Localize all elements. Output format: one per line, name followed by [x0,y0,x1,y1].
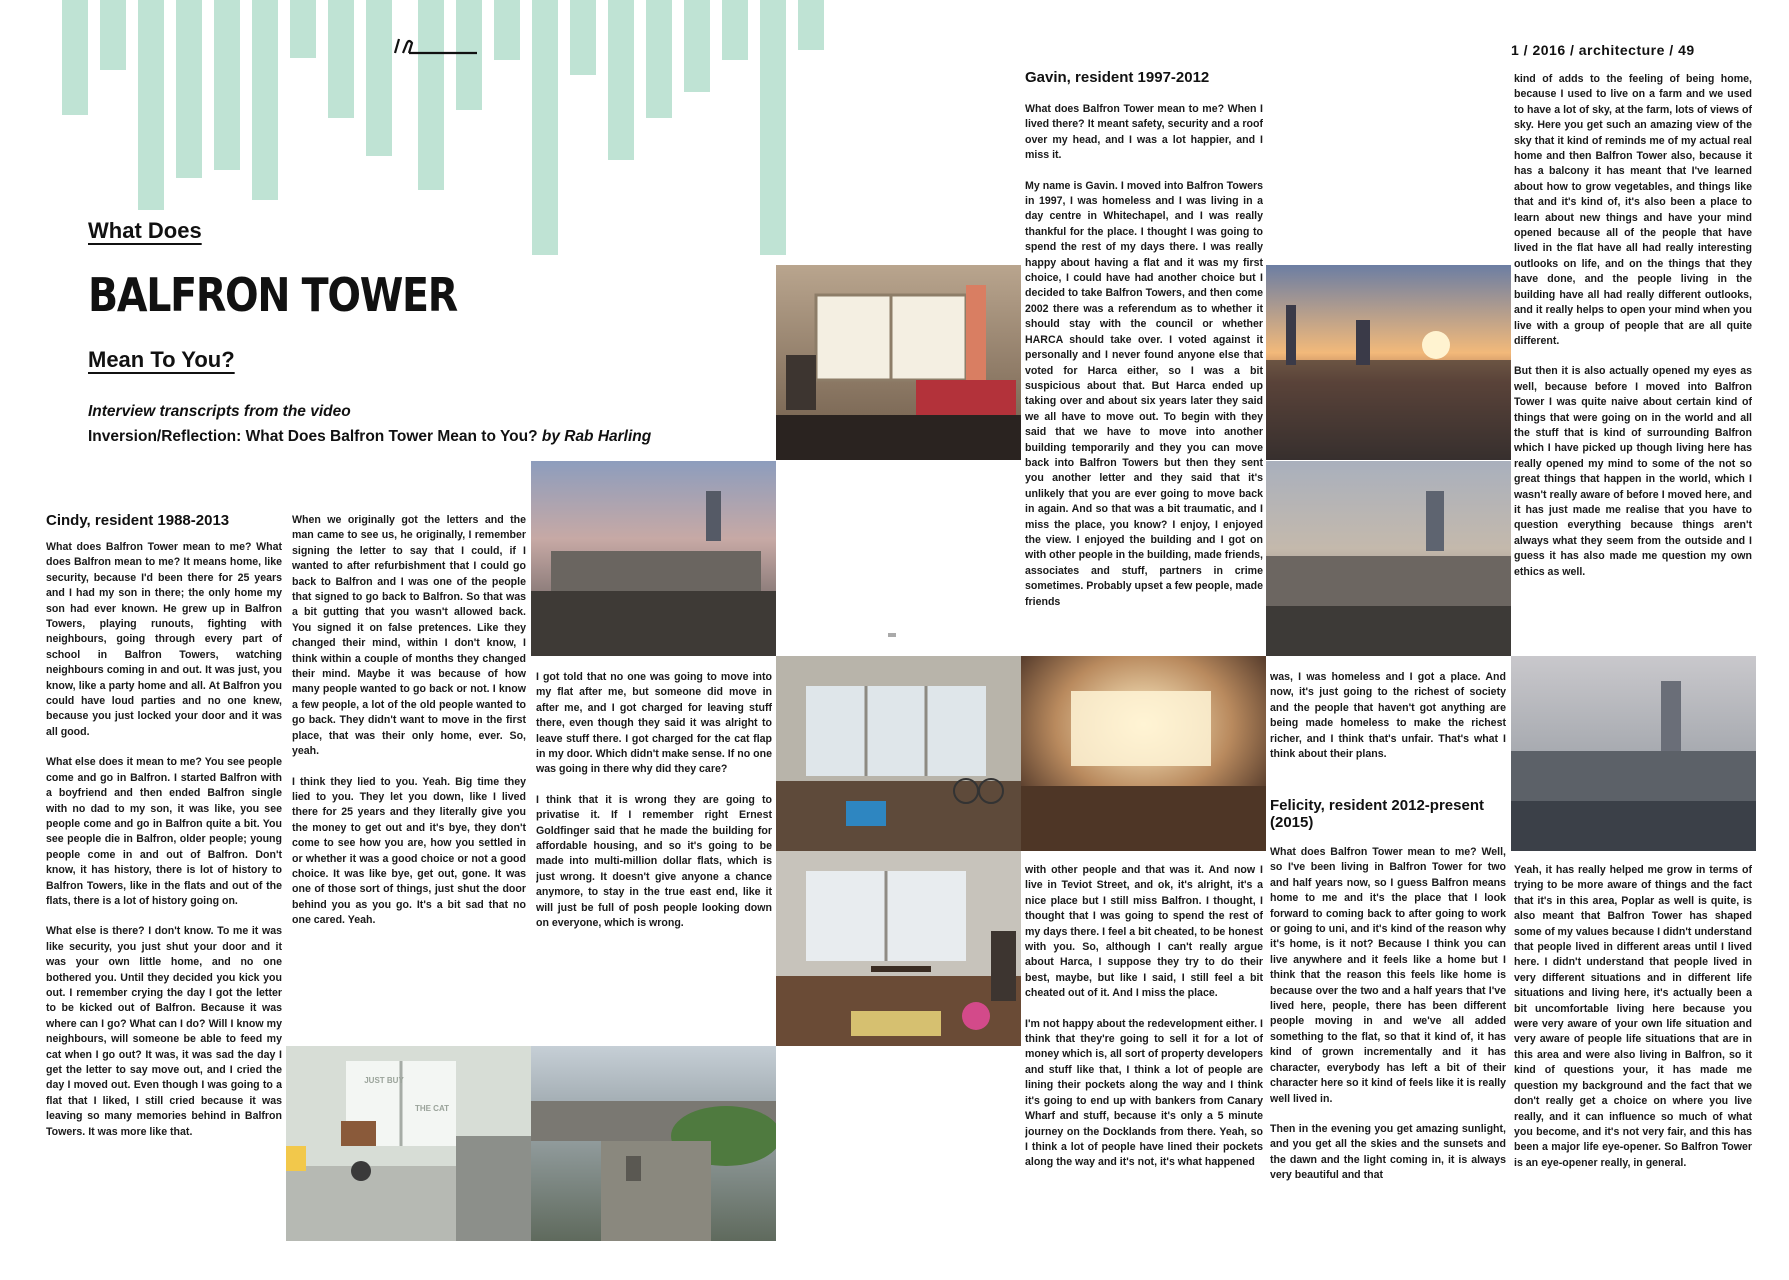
gavin-para: My name is Gavin. I moved into Balfron Towers in 1997, I was homeless and I was living in a day centre in Whitechapel, and I was really thankful for the place. I thought I was going to spend the rest of my days there. I was really happy about having a flat and it was my first choice, I could have had another choice but I decided to take Balfron Towers, and then come 2002 there was a referendum as to whether it should stay with the council or whether HARCA should take over. I voted against it personally and I never found anyone else that voted for Harca either, so I was a bit suspicious about that. But Harca ended up taking over and about six years later they said we all have to move out. To begin with they said that we have to move into another building temporarily and they you can move back into Balfron Towers but then they sent you another letter and they said that it's unlikely that you are ever going to move back in again. And so that was a bit traumatic, and I miss the place, you know? I enjoy, I enjoyed the view. I enjoyed the building and I got on with other people in the building, made friends, associates and stuff, partners in crime sometimes. Probably upset a few people, made friends [1025,179,1263,608]
gavin-para: with other people and that was it. And now I live in Teviot Street, and ok, it's alright, it's a nice place but I still miss Balfron. I thought, I thought that I was going to spend the rest of my days there. I feel a bit cheated, to be honest with you. So, although I can't really argue about Harca, I suppose they try to do their best, maybe, but like I said, I still feel a bit cheated out of it. And I miss the place. [1025,864,1263,1000]
cindy-column-3 [536,670,772,975]
gavin-para: I'm not happy about the redevelopment either. I think that they're going to sell it for a lot of money which is, all sort of property developers and stuff like that, I think a lot of people are lining their pockets along the way and I think it's going to end up with bankers from Canary Wharf and stuff, because it's only a 5 minute journey on the Docklands from there. Yeah, so I think a lot of people have lined their pockets along the way and it's not, it's what happened [1025,1017,1263,1169]
subtitle-line-1: Interview transcripts from the video [88,403,351,420]
gavin-heading: Gavin, resident 1997-2012 [1025,69,1210,86]
cindy-para: What does Balfron Tower mean to me? What does Balfron mean to me? It means home, like security, because I'd been there for 25 years and I had my son in there; the only home my son had ever known. He grew up in Balfron Towers, playing runouts, fighting with neighbours, going through every part of school in Balfron Towers, watching neighbours coming in and out. It was just, you know, like a party home and all. At Balfron you could have loud parties and no one knew, because you just locked your door and it was all good. [46,541,282,738]
title-line-1: What Does [88,218,202,243]
felicity-column-bottom-right [1514,863,1752,1213]
cindy-para: What else is there? I don't know. To me it was like security, you just shut your door and it was your own little home, and no one bothered you. Until they decided you kick you out. I remember crying the day I got the letter to be kicked out of Balfron. Because it was where can I go? What can I do? Will I know my neighbours, will someone be able to feed my cat when I go out? It was, it was sad the day I get the letter to say move out, and I cried the day I moved out. Even though I was going to a flat that I liked, I still cried because it was leaving so many memories behind in Balfron Towers. It was more like that. [46,925,282,1138]
photo-sunset-view [1266,265,1511,460]
gavin-para: What does Balfron Tower mean to me? When I lived there? It meant safety, security and a roof over my head, and I was a lot happier, and I miss it. [1025,103,1263,162]
cindy-para: I think they lied to you. Yeah. Big time they lied to you. They let you down, like I lived there for 25 years and they literally give you the money to get out and it's bye, they don't come to see how you are, how you settled in or whether it was a good choice or not a good choice. It was like bye, get out, gone. It was one of those sort of things, just shut the door behind you as you go. It's a bit sad that no one cared. Yeah. [292,775,526,927]
photo-estate-view-2 [1266,461,1511,656]
cindy-heading: Cindy, resident 1988-2013 [46,512,230,529]
subtitle-line-2: Inversion/Reflection: What Does Balfron Tower Mean to You? by Rab Harling [88,428,652,445]
felicity-para: kind of adds to the feeling of being home, because I used to live on a farm and we used to have a lot of sky, at the farm, lots of views of sky. Here you get such an amazing view of the sky that it kind of reminds me of my actual real home and then Balfron Tower also, because it has a balcony it has meant that I've learned about how to grow vegetables, and things like that and it's kind of, it's also been a place to learn about new things and have your mind opened because all of the people that have lived in the flat have all had really interesting outlooks on life, and on the things that they have done, and the people living in the building have all had really different outlooks, and it really helps to open your mind when you live with a group of people that are all quite different. [1514,73,1752,347]
title-line-3: Mean To You? [88,347,235,372]
gutter-mark [888,633,896,637]
running-head: 1 / 2016 / architecture / 49 [1511,42,1695,58]
felicity-para: But then it is also actually opened my eyes as well, because before I moved into Balfron Tower I was quite naive about certain kind of things that were going on in the world and all the stuff that is kind of surrounding Balfron which I have picked up though living here has really opened my mind to some of the not so great things that happen in the world, which I wasn't really aware of before I moved here, and it has just made me realise that you have to question everything because things aren't always what they seem from the outside and I guess it has also made me question my own ethics as well. [1514,365,1752,578]
cindy-para: I think that it is wrong they are going to privatise it. If I remember right Ernest Goldfinger said that he made the building for affordable housing, and so it's going to be made into multi-million dollar flats, which is just wrong. It doesn't give anyone a chance anymore, to stay in the true east end, like it will just be full of posh people looking down on everyone, which is wrong. [536,793,772,930]
photo-kitchen [286,1046,531,1241]
magazine-logo [393,35,483,57]
felicity-para: What does Balfron Tower mean to me? Well, so I've been living in Balfron Tower for two and half years now, so I guess Balfron means home to me and it's the place that I look forward to coming back to after going to work or going to uni, and it's kind of the reason why it's home, is it not? Because I think you can live anywhere and it feels like a home but I think that the reason this feels like home is because over the two and a half years that I've lived here, people, there has been different people moving in and we've all added something to the flat, so that it kind of, it has kind of grown incrementally and it has character, everybody has left a bit of their character here so it kind of feels like it is really well lived in. [1270,846,1506,1105]
page-title: BALFRON TOWER [88,268,457,322]
photo-living-room [776,265,1021,460]
photo-dining-room [776,851,1021,1046]
cindy-para: I got told that no one was going to move into my flat after me, but someone did move in after me, and I got charged for leaving stuff there, even though they said it was alright to leave stuff there. I got charged for the cat flap in my door. Which didn't make sense. If no one was going in there why did they care? [536,671,772,776]
photo-estate-wide [1511,656,1756,851]
felicity-heading: Felicity, resident 2012-present (2015) [1270,797,1484,831]
kitchen-sign-1: JUST BUY [364,1076,404,1085]
photo-courtyard [531,1046,776,1241]
felicity-column-1 [1270,845,1506,1213]
gavin-column-top [1025,102,1263,640]
cindy-para: What else does it mean to me? You see people come and go in Balfron. I started Balfron with a boyfriend and then ended Balfron single with no dad to my son, it was like, you see people come and go in Balfron quite a bit. You see people die in Balfron, older people; young people come in and out of Balfron. Don't know, it has history, there is lot of history to Balfron Towers, like in the flats and out of the flats, there is a lot of history going on. [46,756,282,907]
cindy-column-1 [46,540,282,1212]
gavin-column-continued [1270,670,1506,780]
gavin-column-bottom [1025,863,1263,1213]
photo-estate-view [531,461,776,656]
cindy-column-2 [292,513,526,973]
felicity-para: Then in the evening you get amazing sunlight, and you get all the skies and the sunsets and the dawn and the light coming in, it is always very beautiful and that [1270,1122,1506,1182]
gavin-para: was, I was homeless and I got a place. And now, it's just going to the richest of society and the people that haven't got anything are being made homeless to make the richest richer, and I think that's unfair. That's what I think about their plans. [1270,671,1506,761]
cindy-para: When we originally got the letters and the man came to see us, he originally, I remember signing the letter to say that I could, if I wanted to after refurbishment that I could go back to Balfron and I was one of the people that signed to go back to Balfron. So that was a bit gutting that you wasn't allowed back. You signed it on false pretences. Like they changed their mind, within I don't know, I think within a couple of months they changed their mind. Maybe it was because of how many people wanted to go back or not. I know a few people, a lot of the old people wanted to go back. They didn't want to move in the first place, that was their only home, ever. So, yeah. [292,514,526,758]
kitchen-sign-2: THE CAT [414,1104,450,1113]
photo-empty-room-bike [776,656,1021,851]
felicity-para: Yeah, it has really helped me grow in terms of trying to be more aware of things and the fact that it's in this area, Poplar as well is quite, is also meant that Balfron Tower has shaped some of my values because I didn't understand that people lived in different areas until I lived here. I didn't understand that people lived in very different situations and in different life situations and living here, it's actually been a bit uncomfortable living here because you were very aware of your own life situation and very aware of people life situations that are in this area and were also living in Balfron, so it kind of questions your, it has made me question my background and the fact that we don't really get a choice on where you live really, and it can influence so much of what you become, and it's not very fair, and this has been a major life eye-opener. So Balfron Tower is an eye-opener really, in general. [1514,864,1752,1169]
photo-sunlit-room [1021,656,1266,851]
felicity-column-top-right [1514,72,1752,640]
